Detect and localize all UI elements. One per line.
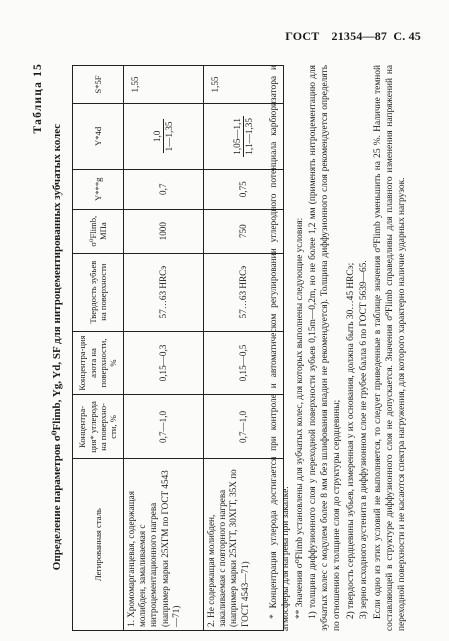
cell-steel: 2. Не содержащая молибден, закаливаемая с повторного нагрева (например марки 25ХГТ, 30ХГТ, 35Х по ГОСТ 4543—71) <box>204 459 284 631</box>
yd-fraction <box>152 119 175 153</box>
header-yg: Y***g <box>73 169 124 209</box>
yd-numerator: 1,0 <box>152 119 164 153</box>
cell-yg: 0,75 <box>204 169 284 209</box>
table-caption: Определение параметров σ⁰Flimb, Yg, Yd, SF для нитроцементированных зубчатых колес <box>51 123 63 571</box>
note-paragraph: Если одно из этих условий не выполняется, то следует приведенные в таблице значения σ⁰Flimb уменьшить на 25 %. Наличие темной составляющей в структуре диффузионного слоя не допускается. Значения σ⁰Flimb справедливы для плавного изменения напряжений на переходной поверхности и не касаются спектра нагружения, для которого характерно наличие ударных нагрузок. <box>372 65 407 631</box>
cell-sf: 1,55 <box>204 66 284 104</box>
table-notes <box>268 65 409 631</box>
table-row <box>124 66 204 631</box>
header-sf: S*5F <box>73 66 124 104</box>
cell-hardness: 57…63 HRCэ <box>204 253 284 331</box>
yd-fraction <box>232 116 255 157</box>
header-nitrogen: Концентра-ция азота на поверхности, % <box>73 331 124 395</box>
cell-sigma: 750 <box>204 209 284 253</box>
note-paragraph: 2) твердость сердцевины зубьев, измеренная у их основания, должна быть 30…45 HRCэ; <box>345 262 356 619</box>
cell-sf: 1,55 <box>124 66 204 104</box>
table-label: Таблица 15 <box>32 63 44 134</box>
cell-yd <box>124 104 204 170</box>
yd-denominator: 1—1,35 <box>164 121 174 152</box>
page-number: С. 45 <box>393 29 421 43</box>
yd-numerator: 1,05—1,1 <box>232 116 244 157</box>
header-carbon: Концентра-ция* углерода на поверхно-сти, % <box>73 395 124 459</box>
note-paragraph: * Концентрация углерода достигается при контроле и автоматическом регулировании углеродного потенциала карбюризатора и атмосферы для нагрева при закалке. <box>269 65 292 631</box>
yd-denominator: 1,1—1,35 <box>244 118 254 155</box>
cell-carbon: 0,7—1,0 <box>204 395 284 459</box>
parameters-table <box>72 65 284 631</box>
header-hardness: Твердость зубьев на поверхности <box>73 253 124 331</box>
cell-sigma: 1000 <box>124 209 204 253</box>
header-yd: Y*4d <box>73 104 124 170</box>
header-sigma: σ⁰Flimb, МПа <box>73 209 124 253</box>
cell-hardness: 57…63 HRCэ <box>124 253 204 331</box>
cell-yg: 0,7 <box>124 169 204 209</box>
cell-steel: 1. Хромомарганцевая, содержащая молибден, замаливаемая с нитроцементационного нагрева (например марки 25ХГМ по ГОСТ 4543—71) <box>124 459 204 631</box>
cell-nitrogen: 0,15—0,3 <box>124 331 204 395</box>
rotated-content <box>30 59 410 635</box>
standard-label: ГОСТ <box>285 29 320 43</box>
cell-nitrogen: 0,15—0,5 <box>204 331 284 395</box>
standard-number: 21354—87 <box>331 29 388 43</box>
table-header-row <box>73 66 124 631</box>
header-steel: Легированная сталь <box>73 459 124 631</box>
note-paragraph: 3) зерно исходного аустенита в диффузионном слое не грубее балла 6 по ГОСТ 5639—65. <box>359 260 370 619</box>
note-paragraph: 1) толщина диффузионного слоя у переходной поверхности зубьев 0,15m—0,2m, но не более 1,2 мм (применять нитроцементацию для зубчатых колес с модулем более 8 мм без шлифования впадин не рекомендуется). Толщина диффузионного слоя рекомендуется определять по отношению к толщине слоя до структуры сердцевины; <box>308 65 343 631</box>
cell-carbon: 0,7—1,0 <box>124 395 204 459</box>
page-header <box>285 29 421 44</box>
note-paragraph: ** Значения σ⁰Flimb установлены для зубчатых колес, для которых выполнены следующие условия: <box>294 217 305 619</box>
